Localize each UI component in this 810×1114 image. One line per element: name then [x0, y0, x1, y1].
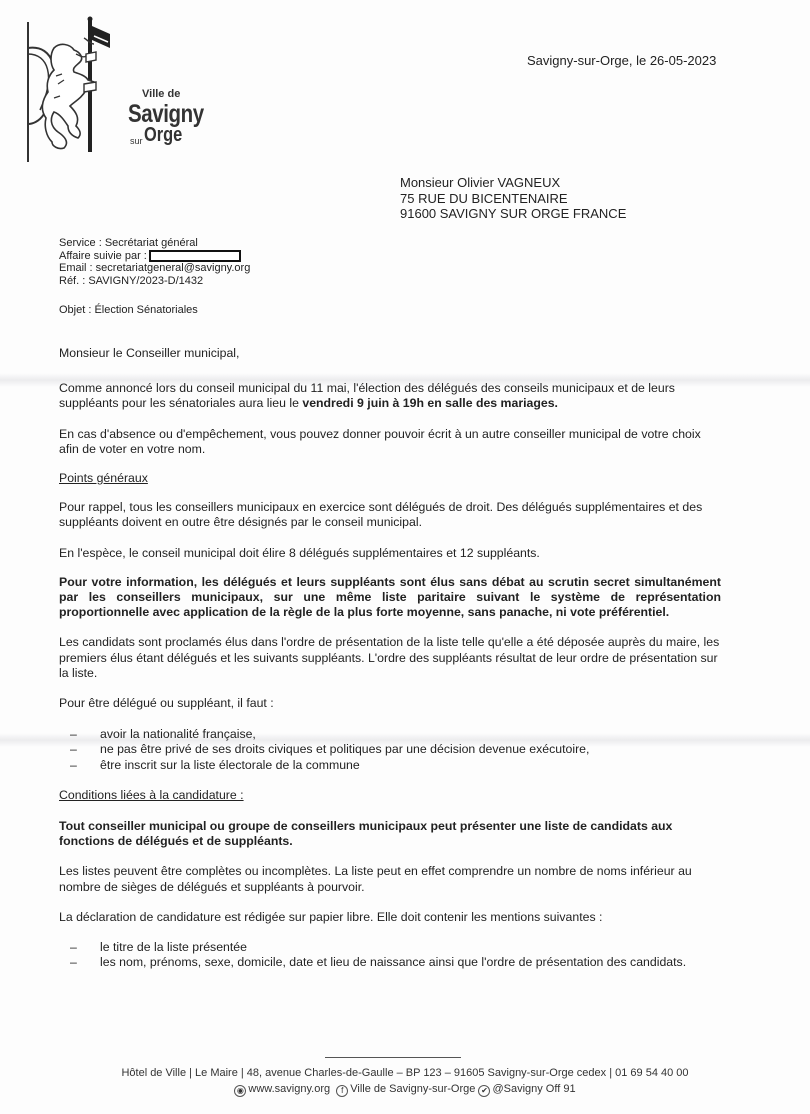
list-item-text: les nom, prénoms, sexe, domicile, date et lieu de naissance ainsi que l'ordre de présentation des candidats. [100, 955, 687, 970]
logo-sur: sur [130, 136, 143, 146]
eligibility-list [59, 727, 721, 773]
city-logo [24, 14, 204, 164]
letter-body [59, 346, 721, 985]
list-item-text: avoir la nationalité française, [100, 727, 256, 742]
redacted-name-box [149, 250, 241, 262]
list-item-text: ne pas être privé de ses droits civiques et politiques par une décision devenue exécutoire, [100, 742, 590, 757]
dash-bullet: – [70, 757, 77, 772]
list-item [59, 742, 721, 757]
paragraph-information-bold: Pour votre information, les délégués et leurs suppléants sont élus sans débat au scrutin secret simultanément par les conseillers municipaux, sur une même liste paritaire suivant le système de représentation proportionnelle avec application de la règle de la plus forte moyenne, sans panache, ni vote préférentiel. [59, 574, 721, 620]
recipient-address [400, 175, 626, 222]
salutation: Monsieur le Conseiller municipal, [59, 346, 240, 360]
dash-bullet: – [70, 742, 77, 757]
dash-bullet: – [70, 940, 77, 955]
globe-icon: ◉ [234, 1085, 246, 1097]
recipient-street: 75 RUE DU BICENTENAIRE [400, 190, 568, 206]
paragraph-announcement [59, 381, 721, 411]
letter-meta [59, 237, 250, 287]
meta-affaire: Affaire suivie par : [59, 249, 147, 262]
paragraph-rappel: Pour rappel, tous les conseillers municipaux en exercice sont délégués de droit. Des délégués supplémentaires et des suppléants doivent en outre être désignés par le conseil municipal. [59, 500, 703, 530]
letter-date: Savigny-sur-Orge, le 26-05-2023 [527, 53, 717, 68]
announcement-date-bold: vendredi 9 juin à 19h en salle des mariages. [302, 396, 558, 411]
meta-ref: Réf. : SAVIGNY/2023-D/1432 [59, 274, 204, 287]
paragraph-candidats: Les candidats sont proclamés élus dans l'ordre de présentation de la liste telle qu'elle a été déposée auprès du maire, les premiers élus étant délégués et les suivants suppléants. L'ordre des suppléants résultat de leur ordre de présentation sur la liste. [59, 635, 720, 680]
twitter-icon: ✔ [478, 1085, 490, 1097]
footer-twitter[interactable]: @Savigny Off 91 [492, 1083, 576, 1095]
lion-emblem-icon [24, 14, 124, 164]
footer-facebook[interactable]: Ville de Savigny-sur-Orge [350, 1083, 476, 1095]
recipient-city: 91600 SAVIGNY SUR ORGE FRANCE [400, 206, 627, 221]
list-item [59, 955, 721, 970]
logo-ville-de: Ville de [142, 88, 181, 100]
meta-email: Email : secretariatgeneral@savigny.org [59, 262, 251, 274]
declaration-list [59, 940, 721, 970]
heading-points-generaux: Points généraux [59, 471, 148, 486]
logo-orge: Orge [144, 124, 183, 146]
paragraph-espece: En l'espèce, le conseil municipal doit élire 8 délégués supplémentaires et 12 suppléants. [59, 545, 540, 560]
dash-bullet: – [70, 955, 77, 970]
list-item [59, 727, 721, 742]
meta-service: Service : Secrétariat général [59, 237, 198, 249]
facebook-icon: f [336, 1085, 348, 1097]
paragraph-conditions-intro: Pour être délégué ou suppléant, il faut : [59, 696, 274, 711]
logo-savigny: Savigny [128, 100, 204, 128]
paragraph-declaration: La déclaration de candidature est rédigée sur papier libre. Elle doit contenir les mentions suivantes : [59, 909, 603, 924]
list-item [59, 940, 721, 955]
announcement-text: Comme annoncé lors du conseil municipal du 11 mai, l'élection des délégués des conseils municipaux et de leurs suppléants pour les sénatoriales aura lieu le [59, 381, 675, 411]
paragraph-listes: Les listes peuvent être complètes ou incomplètes. La liste peut en effet comprendre un nombre de noms inférieur au nombre de sièges de délégués et suppléants à pourvoir. [59, 864, 692, 894]
dash-bullet: – [70, 727, 77, 742]
footer-address: Hôtel de Ville | Le Maire | 48, avenue Charles-de-Gaulle – BP 123 – 91605 Savigny-sur-Orge cedex | 01 69 54 40 00 [121, 1067, 689, 1079]
letter-subject: Objet : Élection Sénatoriales [59, 304, 198, 316]
list-item-text: être inscrit sur la liste électorale de la commune [100, 757, 360, 772]
recipient-name: Monsieur Olivier VAGNEUX [400, 175, 561, 190]
footer-divider [325, 1057, 461, 1058]
paragraph-tout-conseiller-bold: Tout conseiller municipal ou groupe de conseillers municipaux peut présenter une liste de candidats aux fonctions de délégués et de suppléants. [59, 819, 673, 849]
footer-contacts [0, 1083, 810, 1097]
list-item [59, 758, 721, 773]
footer-website[interactable]: www.savigny.org [248, 1083, 331, 1095]
heading-conditions-candidature: Conditions liées à la candidature : [59, 787, 244, 802]
list-item-text: le titre de la liste présentée [100, 940, 247, 955]
meta-affaire-row [59, 250, 250, 263]
paragraph-proxy: En cas d'absence ou d'empêchement, vous pouvez donner pouvoir écrit à un autre conseiller municipal de votre choix afin de voter en votre nom. [59, 426, 701, 456]
